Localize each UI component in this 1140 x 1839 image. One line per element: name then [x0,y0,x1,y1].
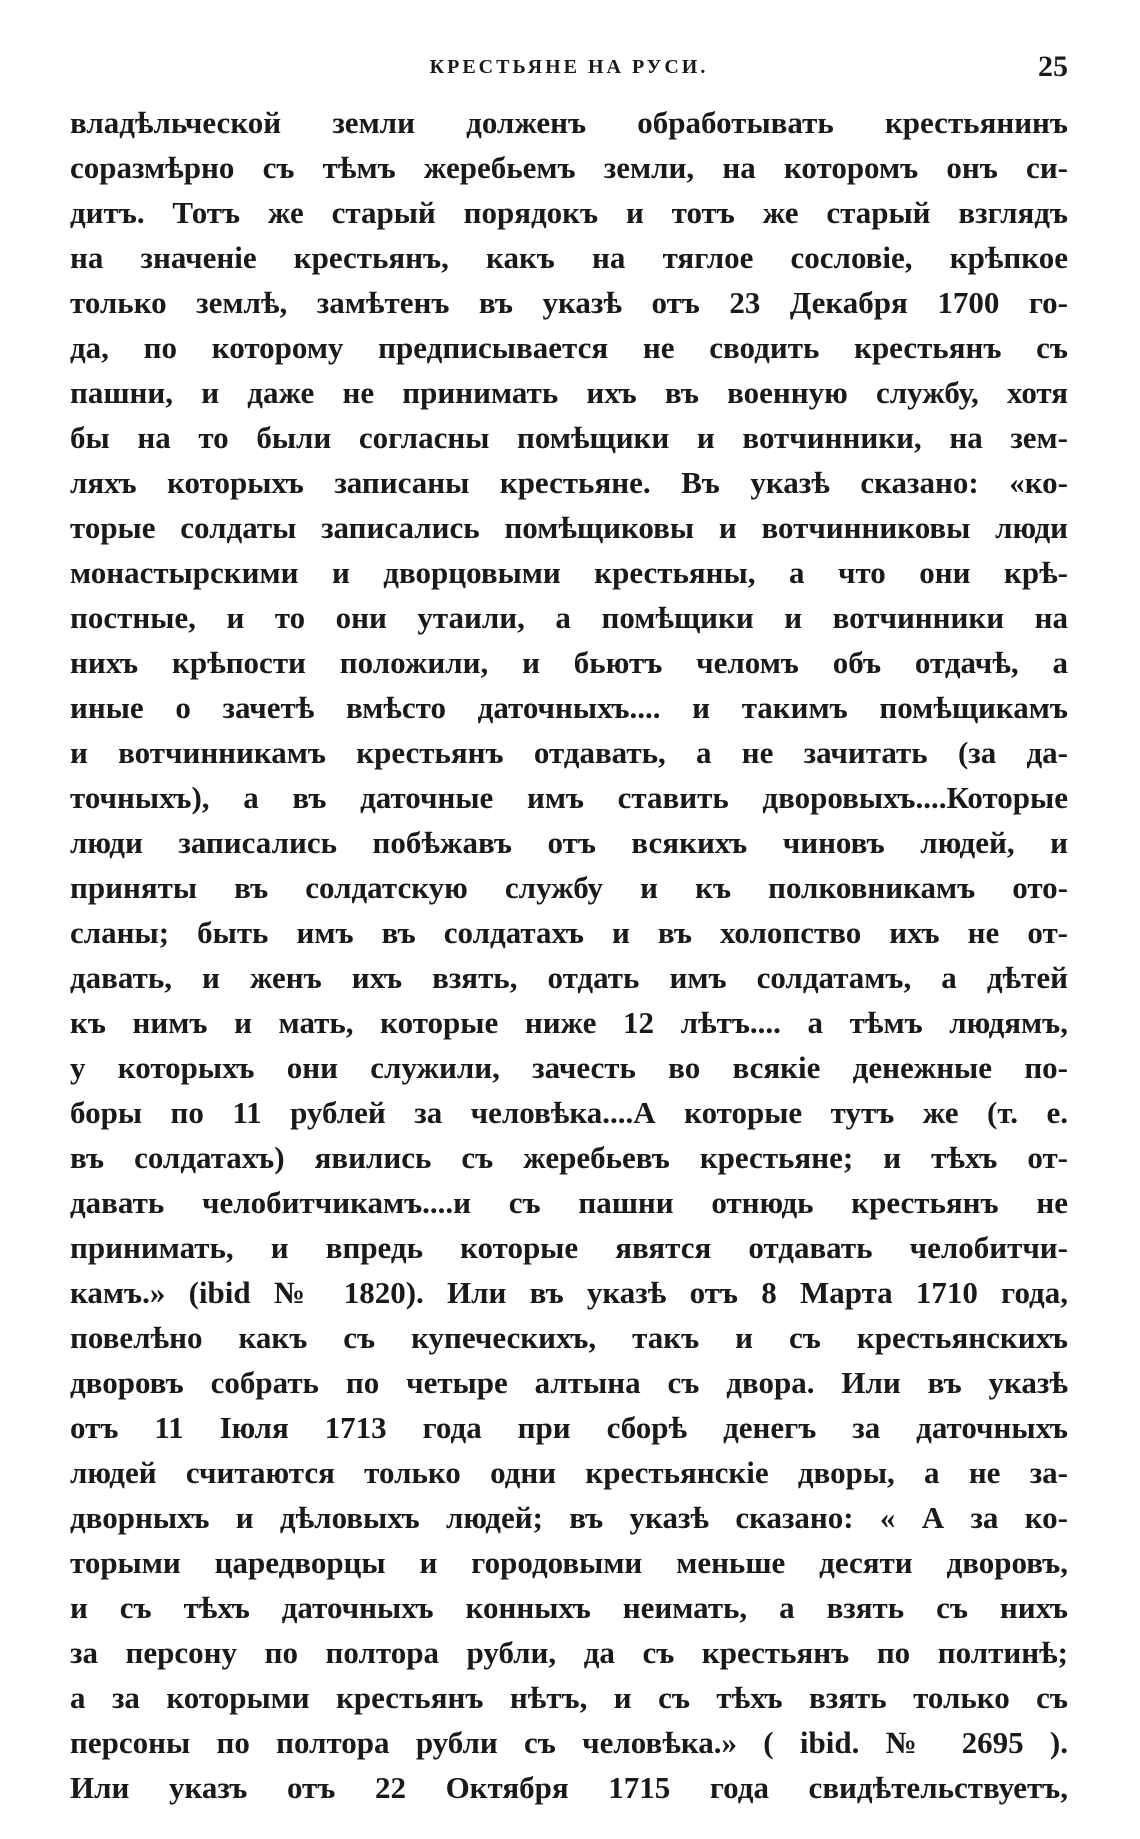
text-line: бы на то были согласны помѣщики и вотчинники, на зем- [70,420,1068,455]
text-line: постные, и то они утаили, а помѣщики и вотчинники на [70,600,1068,635]
running-head: КРЕСТЬЯНЕ НА РУСИ. [429,56,709,78]
text-line: дворныхъ и дѣловыхъ людей; въ указѣ сказано: « А за ко- [70,1500,1068,1535]
text-line: давать, и женъ ихъ взять, отдать имъ солдатамъ, а дѣтей [70,960,1068,995]
page-header [70,52,1068,92]
text-line: да, по которому предписывается не сводить крестьянъ съ [70,330,1068,365]
text-line: у которыхъ они служили, зачесть во всякіе денежные по- [70,1050,1068,1085]
text-line: соразмѣрно съ тѣмъ жеребьемъ земли, на которомъ онъ си- [70,150,1068,185]
text-line: владѣльческой земли долженъ обработывать крестьянинъ [70,105,1068,140]
text-line: торыми царедворцы и городовыми меньше десяти дворовъ, [70,1545,1068,1580]
text-line: точныхъ), а въ даточные имъ ставить дворовыхъ....Которые [70,780,1068,815]
text-line: торые солдаты записались помѣщиковы и вотчинниковы люди [70,510,1068,545]
text-line: персоны по полтора рубли съ человѣка.» ( ibid. № 2695 ). [70,1725,1068,1760]
text-line: въ солдатахъ) явились съ жеребьевъ крестьяне; и тѣхъ от- [70,1140,1068,1175]
text-line: камъ.» (ibid № 1820). Или въ указѣ отъ 8 Марта 1710 года, [70,1275,1068,1310]
text-line: давать челобитчикамъ....и съ пашни отнюдь крестьянъ не [70,1185,1068,1220]
text-line: и вотчинникамъ крестьянъ отдавать, а не зачитать (за да- [70,735,1068,770]
text-line: Или указъ отъ 22 Октября 1715 года свидѣтельствуетъ, [70,1770,1068,1805]
text-line: на значеніе крестьянъ, какъ на тяглое сословіе, крѣпкое [70,240,1068,275]
text-line: повелѣно какъ съ купеческихъ, такъ и съ крестьянскихъ [70,1320,1068,1355]
text-line: за персону по полтора рубли, да съ крестьянъ по полтинѣ; [70,1635,1068,1670]
text-line: сланы; быть имъ въ солдатахъ и въ холопство ихъ не от- [70,915,1068,950]
text-line: люди записались побѣжавъ отъ всякихъ чиновъ людей, и [70,825,1068,860]
page-number: 25 [1038,50,1068,83]
text-line: къ нимъ и мать, которые ниже 12 лѣтъ.... а тѣмъ людямъ, [70,1005,1068,1040]
text-line: иные о зачетѣ вмѣсто даточныхъ.... и такимъ помѣщикамъ [70,690,1068,725]
text-line: пашни, и даже не принимать ихъ въ военную службу, хотя [70,375,1068,410]
text-line: только землѣ, замѣтенъ въ указѣ отъ 23 Декабря 1700 го- [70,285,1068,320]
text-line: а за которыми крестьянъ нѣтъ, и съ тѣхъ взять только съ [70,1680,1068,1715]
text-line: дитъ. Тотъ же старый порядокъ и тотъ же старый взглядъ [70,195,1068,230]
text-line: монастырскими и дворцовыми крестьяны, а что они крѣ- [70,555,1068,590]
text-line: принимать, и впредь которые явятся отдавать челобитчи- [70,1230,1068,1265]
text-line: и съ тѣхъ даточныхъ конныхъ неимать, а взять съ нихъ [70,1590,1068,1625]
text-line: боры по 11 рублей за человѣка....А которые тутъ же (т. е. [70,1095,1068,1130]
text-line: людей считаются только одни крестьянскіе дворы, а не за- [70,1455,1068,1490]
text-line: приняты въ солдатскую службу и къ полковникамъ ото- [70,870,1068,905]
text-line: дворовъ собрать по четыре алтына съ двора. Или въ указѣ [70,1365,1068,1400]
text-line: отъ 11 Іюля 1713 года при сборѣ денегъ за даточныхъ [70,1410,1068,1445]
text-line: нихъ крѣпости положили, и бьютъ челомъ объ отдачѣ, а [70,645,1068,680]
text-line: ляхъ которыхъ записаны крестьяне. Въ указѣ сказано: «ко- [70,465,1068,500]
body-text [70,100,1068,1810]
